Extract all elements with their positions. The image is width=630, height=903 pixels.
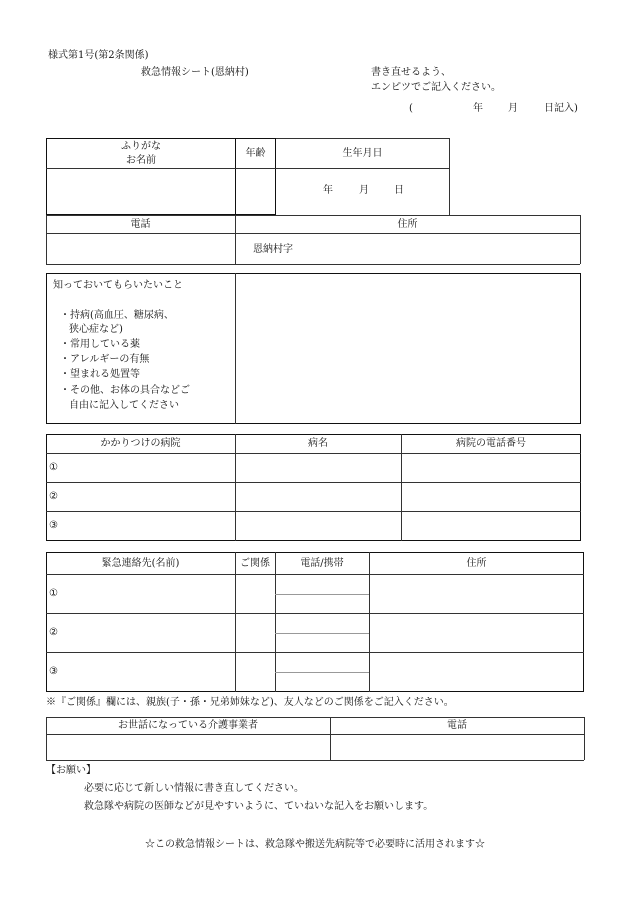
info-item-4: ・望まれる処置等	[60, 369, 140, 380]
emergency-header-line	[46, 574, 584, 575]
birth-year-label: 年	[323, 185, 333, 196]
age-label: 年齢	[245, 148, 266, 159]
hospital-col-line-2	[401, 434, 402, 541]
birth-top-line	[276, 138, 449, 139]
hospital-row-line-1	[46, 482, 581, 483]
pencil-note-line1: 書き直せるよう、	[371, 67, 451, 78]
emergency-row-1-num: ①	[49, 588, 58, 599]
birth-divider	[276, 168, 449, 169]
hospital-table	[46, 434, 581, 541]
info-item-3: ・アレルギーの有無	[60, 354, 150, 365]
info-divider	[235, 273, 236, 424]
emergency-row-3-num: ③	[49, 666, 58, 677]
furigana-label: ふりがな	[121, 141, 161, 152]
hospital-phone-col-name: 病院の電話番号	[456, 438, 526, 449]
contact-mid-line	[46, 233, 580, 234]
emergency-row-line-1	[46, 613, 584, 614]
hospital-header-line	[46, 453, 581, 454]
emergency-name-col: 緊急連絡先(名前)	[101, 558, 180, 569]
relation-col: ご関係	[240, 558, 270, 569]
form-number: 様式第1号(第2条関係)	[48, 50, 149, 61]
phone-label: 電話	[130, 219, 151, 230]
care-phone-label: 電話	[447, 720, 467, 731]
info-item-1: ・持病(高血圧、糖尿病、	[60, 310, 174, 321]
disease-col-name: 病名	[308, 438, 328, 449]
request-line-1: 必要に応じて新しい情報に書き直してください。	[84, 783, 304, 794]
phone-split-line-1	[275, 594, 369, 595]
pencil-note-line2: エンピツでご記入ください。	[371, 82, 501, 93]
sheet-title: 救急情報シート(恩納村)	[141, 67, 249, 78]
contact-right-line	[580, 215, 581, 264]
emergency-table	[46, 552, 584, 692]
emergency-col-line-2	[275, 552, 276, 692]
emergency-col-line-3	[369, 552, 370, 692]
date-month-label: 月	[508, 103, 518, 114]
hospital-row-line-2	[46, 511, 581, 512]
date-year-label: 年	[473, 103, 483, 114]
info-item-1b: 狭心症など)	[69, 324, 123, 335]
care-mid-line	[46, 734, 584, 735]
emergency-row-line-2	[46, 652, 584, 653]
info-item-2: ・常用している薬	[60, 339, 140, 350]
request-line-2: 救急隊や病院の医師などが見やすいように、ていねいな記入をお願いします。	[84, 801, 434, 812]
hospital-col-line-1	[235, 434, 236, 541]
info-heading: 知っておいてもらいたいこと	[53, 280, 183, 291]
hospital-row-1-num: ①	[49, 462, 58, 473]
birthdate-label: 生年月日	[342, 148, 383, 159]
info-item-5: ・その他、お体の具合などご	[60, 385, 190, 396]
mobile-col: 電話/携帯	[300, 558, 344, 569]
birth-right-line	[449, 138, 450, 215]
care-bottom-line	[46, 760, 584, 761]
emergency-address-col: 住所	[466, 558, 487, 569]
contact-bottom-line	[46, 264, 580, 265]
care-provider-label: お世話になっている介護事業者	[118, 720, 258, 731]
address-prefix: 恩納村字	[253, 244, 293, 255]
info-item-5b: 自由に記入してください	[69, 400, 179, 411]
hospital-col-name: かかりつけの病院	[100, 438, 181, 449]
footer-note: ☆この救急情報シートは、救急隊や搬送先病院等で必要時に活用されます☆	[145, 839, 485, 850]
phone-split-line-2	[275, 633, 369, 634]
name-label: お名前	[126, 155, 156, 166]
care-right-line	[584, 717, 585, 760]
contact-top-line	[46, 215, 580, 216]
birth-day-label: 日	[394, 185, 404, 196]
relation-footnote: ※『ご関係』欄には、親族(子・孫・兄弟姉妹など)、友人などのご関係をご記入ください。	[46, 697, 454, 708]
emergency-row-2-num: ②	[49, 627, 58, 638]
date-day-label: 日記入)	[544, 103, 578, 114]
name-divider	[46, 168, 276, 169]
care-top-line	[46, 717, 584, 718]
address-label: 住所	[397, 219, 418, 230]
emergency-col-line-1	[235, 552, 236, 692]
birth-month-label: 月	[359, 185, 369, 196]
hospital-row-2-num: ②	[49, 491, 58, 502]
date-open-paren: (	[409, 103, 413, 114]
hospital-row-3-num: ③	[49, 520, 58, 531]
phone-split-line-3	[275, 672, 369, 673]
request-heading: 【お願い】	[46, 765, 96, 776]
